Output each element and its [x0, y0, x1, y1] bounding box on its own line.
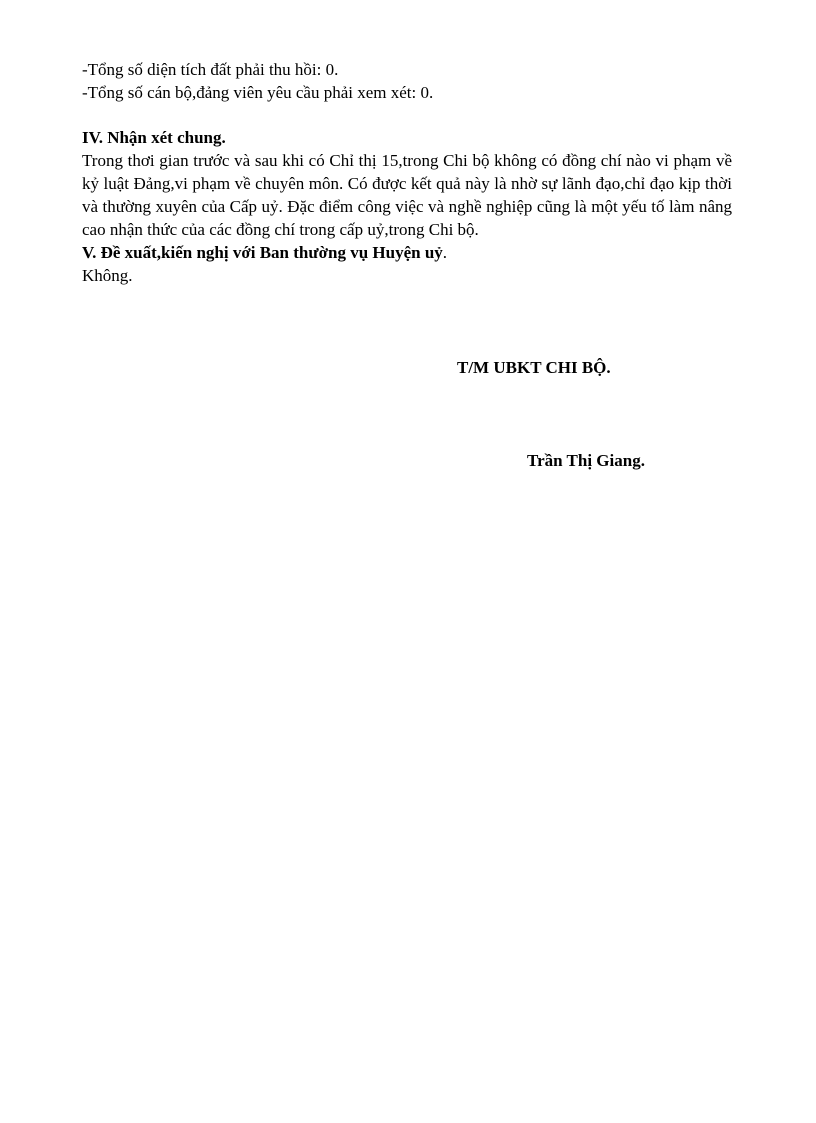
summary-line-land: -Tổng số diện tích đất phải thu hồi: 0. [82, 60, 339, 79]
signature-name: Trần Thị Giang. [527, 451, 645, 470]
signature-title: T/M UBKT CHI BỘ. [457, 358, 611, 377]
spacer [82, 104, 732, 126]
section-iv-body: Trong thơi gian trước và sau khi có Chỉ thị 15,trong Chi bộ không có đồng chí nào vi phạm về kỷ luật Đảng,vi phạm về chuyên môn. Có được kết quả này là nhờ sự lãnh đạo,chỉ đạo kịp thời và thường xuyên của Cấp uỷ. Đặc điểm công việc và nghề nghiệp cũng là một yếu tố làm nâng cao nhận thức của các đồng chí trong cấp uỷ,trong Chi bộ. [82, 151, 732, 239]
section-iv-heading: IV. Nhận xét chung. [82, 128, 226, 147]
section-v-body: Không. [82, 266, 133, 285]
section-v-heading-line [82, 241, 732, 264]
section-v-heading-end: . [442, 243, 448, 262]
section-v-heading: V. Đề xuất,kiến nghị với Ban thường vụ Huyện uỷ [82, 243, 443, 262]
document-page [82, 58, 732, 287]
summary-line-cadres: -Tổng số cán bộ,đảng viên yêu cầu phải xem xét: 0. [82, 83, 434, 102]
